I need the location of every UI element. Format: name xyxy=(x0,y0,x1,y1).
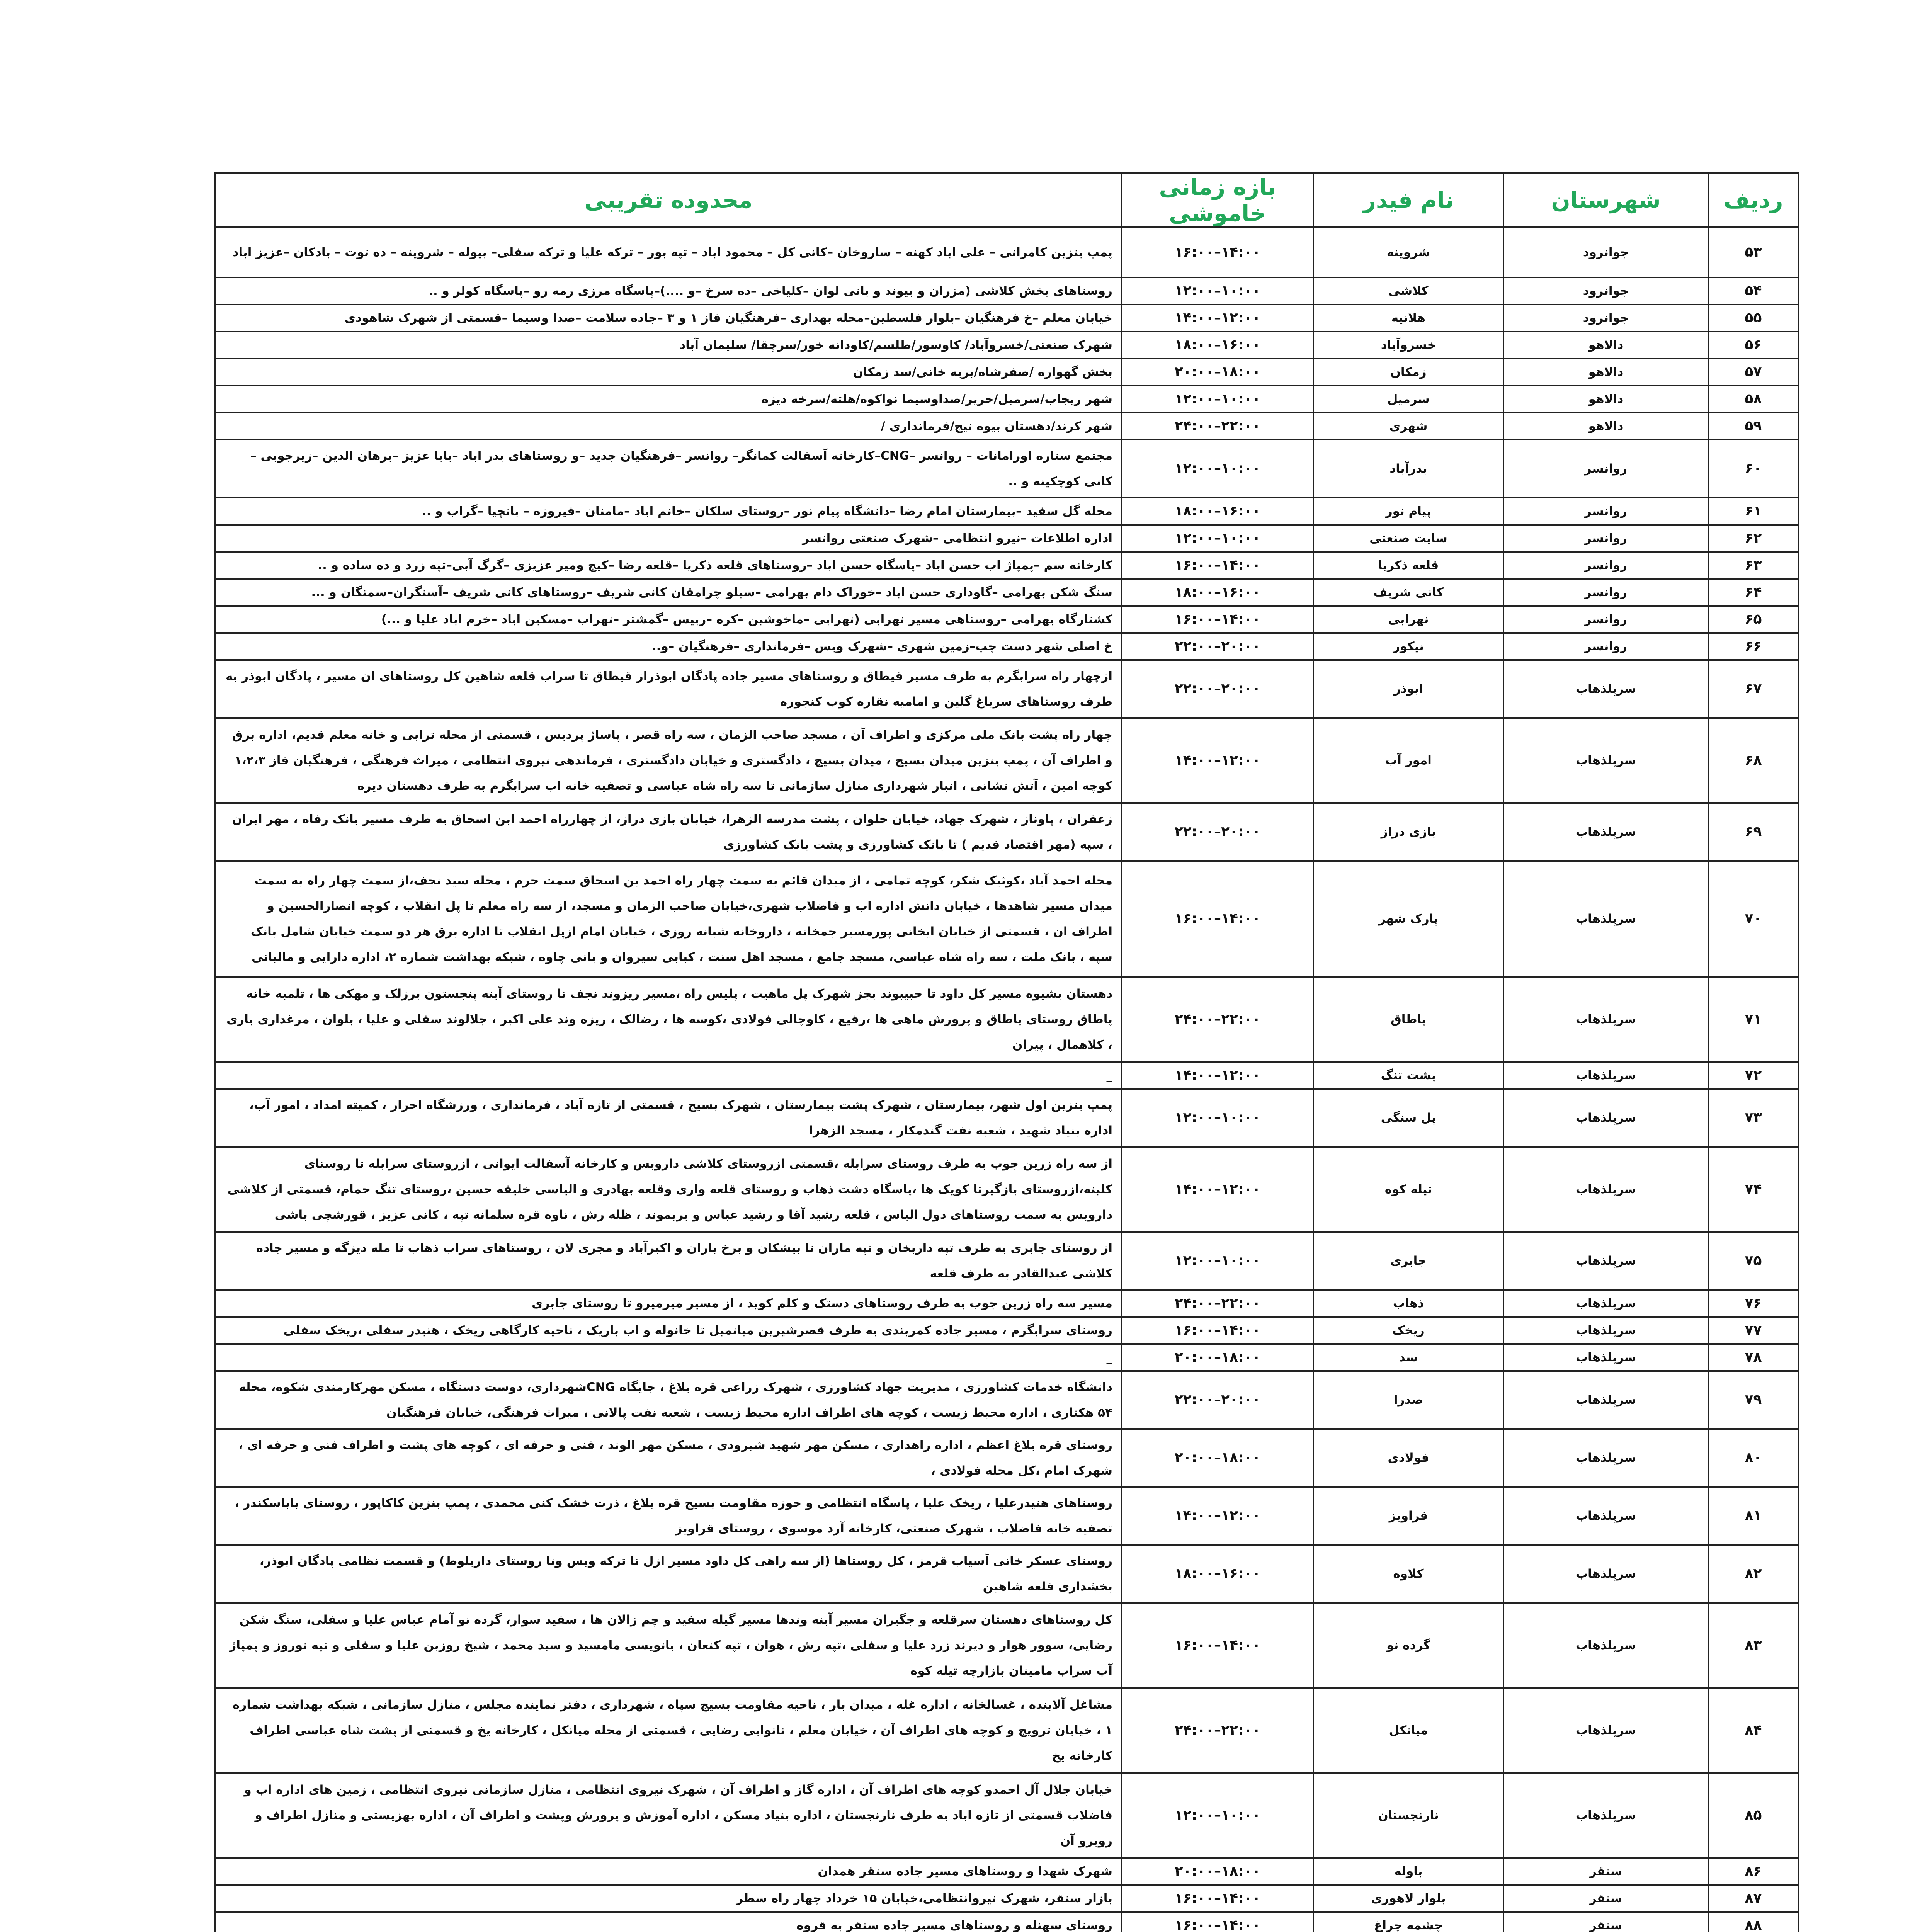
cell-row-number: ۷۸ xyxy=(1708,1344,1798,1371)
cell-row-number: ۷۴ xyxy=(1708,1147,1798,1232)
cell-row-number: ۶۵ xyxy=(1708,606,1798,633)
header-county: شهرستان xyxy=(1503,173,1708,227)
cell-row-number: ۵۸ xyxy=(1708,386,1798,413)
cell-feeder-name: سرمیل xyxy=(1313,386,1503,413)
cell-outage-time: ۱۶:۰۰–۱۸:۰۰ xyxy=(1122,498,1313,525)
cell-approximate-area: مجتمع ستاره اورامانات – روانسر –CNG–کارخانه آسفالت کمانگر– روانسر –فرهنگیان جدید –و روستاهای بدر اباد –بابا عزیز –برهان الدین –زیرجوبی –کانی کوچکینه و .. xyxy=(215,440,1122,498)
table-row xyxy=(215,1290,1798,1317)
table-row xyxy=(215,413,1798,440)
cell-outage-time: ۲۲:۰۰–۲۴:۰۰ xyxy=(1122,413,1313,440)
table-row xyxy=(215,1688,1798,1773)
cell-county: سنقر xyxy=(1503,1912,1708,1932)
cell-approximate-area: کشتارگاه بهرامی –روستاهی مسیر نهرابی (نهرابی –ماخوشین –کره –ربیس –گمشتر –نهراب –مسکین اباد –خرم اباد علیا و ...) xyxy=(215,606,1122,633)
table-row xyxy=(215,660,1798,718)
cell-county: سرپلذهاب xyxy=(1503,1371,1708,1429)
cell-feeder-name: نهرابی xyxy=(1313,606,1503,633)
cell-approximate-area: دهستان بشیوه مسیر کل داود تا حبیبوند بجز شهرک پل ماهیت ، پلیس راه ،مسیر ریزوند نجف تا روستای آبنه پنجستون برزلک و مهکی ها ، تلمبه خانه پاطاق روستای پاطاق و پرورش ماهی ها ،رفیع ، کاوچالی فولادی ،کوسه ها ، رضالک ، ریزه وند علی اکبر ، جلالوند سفلی و علیا ، بلوان ، مرغداری باری ، کلاهمال ، پیران xyxy=(215,977,1122,1062)
cell-feeder-name: فولادی xyxy=(1313,1429,1503,1487)
table-row xyxy=(215,386,1798,413)
cell-approximate-area: روستای سرابگرم ، مسیر جاده کمربندی به طرف قصرشیرین میانمیل تا خانوله و اب باریک ، ناحیه کارگاهی ریخک ، هنیدر سفلی ،ریخک سفلی xyxy=(215,1317,1122,1344)
cell-county: دالاهو xyxy=(1503,359,1708,386)
cell-approximate-area: پمپ بنزین کامرانی – علی اباد کهنه – ساروخان –کانی کل – محمود اباد – تپه بور – ترکه علیا و ترکه سفلی– بیوله – شروینه – ده توت – بادکان –عزیز اباد xyxy=(215,227,1122,277)
cell-outage-time: ۱۰:۰۰–۱۲:۰۰ xyxy=(1122,1232,1313,1290)
table-row xyxy=(215,718,1798,803)
cell-row-number: ۵۶ xyxy=(1708,332,1798,359)
cell-feeder-name: ابوذر xyxy=(1313,660,1503,718)
cell-feeder-name: پارک شهر xyxy=(1313,861,1503,977)
cell-outage-time: ۲۰:۰۰–۲۲:۰۰ xyxy=(1122,660,1313,718)
cell-county: سرپلذهاب xyxy=(1503,1773,1708,1858)
table-row xyxy=(215,498,1798,525)
cell-feeder-name: میانکل xyxy=(1313,1688,1503,1773)
header-row xyxy=(215,173,1798,227)
cell-outage-time: ۱۲:۰۰–۱۴:۰۰ xyxy=(1122,1062,1313,1089)
table-row xyxy=(215,1429,1798,1487)
cell-county: سرپلذهاب xyxy=(1503,1429,1708,1487)
cell-approximate-area: روستای قره بلاغ اعظم ، اداره راهداری ، مسکن مهر شهید شیرودی ، مسکن مهر الوند ، فنی و حرفه ای ، کوچه های پشت و اطراف فنی و حرفه ای ، شهرک امام ،کل محله فولادی ، xyxy=(215,1429,1122,1487)
cell-approximate-area: شهرک صنعتی/خسروآباد/ کاوسور/طلسم/کاودانه خور/سرچقا/ سلیمان آباد xyxy=(215,332,1122,359)
cell-outage-time: ۱۶:۰۰–۱۸:۰۰ xyxy=(1122,579,1313,606)
cell-approximate-area: _ xyxy=(215,1062,1122,1089)
cell-feeder-name: خسروآباد xyxy=(1313,332,1503,359)
table-row xyxy=(215,277,1798,304)
cell-county: سرپلذهاب xyxy=(1503,1062,1708,1089)
cell-row-number: ۷۶ xyxy=(1708,1290,1798,1317)
cell-feeder-name: ذهاب xyxy=(1313,1290,1503,1317)
cell-approximate-area: از سه راه زرین جوب به طرف روستای سرابله ،قسمتی ازروستای کلاشی داروبس و کارخانه آسفالت ایوانی ، ازروستای سرابله تا روستای کلینه،ازروستای بازگیرتا کویک ها ،پاسگاه دشت ذهاب و روستای قلعه واری وقلعه بهادری و الیاسی خلیفه حسین ،روستای تنگ حمام، قسمتی از کلاشی داروبس به سمت روستاهای دول الیاس ، قلعه رشید آقا و رشید عباس و بریموند ، ظله رش ، ناوه قره سلمانه تپه ، کانی عزیز ، قورشچی باشی xyxy=(215,1147,1122,1232)
cell-feeder-name: صدرا xyxy=(1313,1371,1503,1429)
cell-row-number: ۷۲ xyxy=(1708,1062,1798,1089)
cell-county: روانسر xyxy=(1503,552,1708,579)
header-feeder-name: نام فیدر xyxy=(1313,173,1503,227)
cell-row-number: ۷۰ xyxy=(1708,861,1798,977)
cell-outage-time: ۱۲:۰۰–۱۴:۰۰ xyxy=(1122,1147,1313,1232)
header-outage-time: بازه زمانی خاموشی xyxy=(1122,173,1313,227)
cell-county: جوانرود xyxy=(1503,227,1708,277)
cell-feeder-name: بلوار لاهوری xyxy=(1313,1885,1503,1912)
cell-outage-time: ۱۰:۰۰–۱۲:۰۰ xyxy=(1122,386,1313,413)
cell-feeder-name: پل سنگی xyxy=(1313,1089,1503,1147)
cell-outage-time: ۲۲:۰۰–۲۴:۰۰ xyxy=(1122,977,1313,1062)
cell-feeder-name: ریخک xyxy=(1313,1317,1503,1344)
cell-approximate-area: ازچهار راه سرابگرم به طرف مسیر قیطاق و روستاهای مسیر جاده پادگان ابوذراز قیطاق تا سراب قلعه شاهین کل روستاهای ان مسیر ، پادگان ابوذر به طرف روستاهای سرباغ گلین و امامیه نقاره کوب کنجوره xyxy=(215,660,1122,718)
cell-row-number: ۸۵ xyxy=(1708,1773,1798,1858)
cell-row-number: ۶۰ xyxy=(1708,440,1798,498)
cell-row-number: ۷۱ xyxy=(1708,977,1798,1062)
cell-outage-time: ۲۰:۰۰–۲۲:۰۰ xyxy=(1122,633,1313,660)
cell-county: سرپلذهاب xyxy=(1503,861,1708,977)
cell-outage-time: ۱۰:۰۰–۱۲:۰۰ xyxy=(1122,440,1313,498)
cell-county: روانسر xyxy=(1503,525,1708,552)
cell-approximate-area: دانشگاه خدمات کشاورزی ، مدیریت جهاد کشاورزی ، شهرک زراعی قره بلاغ ، جایگاه CNGشهرداری، دوست دستگاه ، مسکن مهرکارمندی شکوه، محله ۵۴ هکتاری ، اداره محیط زیست ، کوچه های اطراف اداره محیط زیست ، شعبه نفت پالانی ، میراث فرهنگی، خیابان فرهنگیان xyxy=(215,1371,1122,1429)
cell-approximate-area: بازار سنقر، شهرک نیروانتظامی،خیابان ۱۵ خرداد چهار راه سطر xyxy=(215,1885,1122,1912)
cell-feeder-name: سد xyxy=(1313,1344,1503,1371)
cell-outage-time: ۲۲:۰۰–۲۴:۰۰ xyxy=(1122,1688,1313,1773)
cell-row-number: ۸۶ xyxy=(1708,1858,1798,1885)
table-row xyxy=(215,227,1798,277)
table-row xyxy=(215,1912,1798,1932)
table-row xyxy=(215,579,1798,606)
cell-row-number: ۸۷ xyxy=(1708,1885,1798,1912)
cell-outage-time: ۱۰:۰۰–۱۲:۰۰ xyxy=(1122,1773,1313,1858)
cell-feeder-name: جابری xyxy=(1313,1232,1503,1290)
cell-outage-time: ۱۰:۰۰–۱۲:۰۰ xyxy=(1122,1089,1313,1147)
cell-approximate-area: سنگ شکن بهرامی –گاوداری حسن اباد –خوراک دام بهرامی –سیلو چرامقان کانی شریف –روستاهای کانی شریف –آسنگران–سمنگان و ... xyxy=(215,579,1122,606)
table-row xyxy=(215,803,1798,861)
cell-approximate-area: زعفران ، پاوناز ، شهرک جهاد، خیابان حلوان ، پشت مدرسه الزهرا، خیابان بازی دراز، از چهارراه احمد ابن اسحاق به طرف مسیر بانک رفاه ، مهر ایران ، سپه (مهر اقتصاد قدیم ) تا بانک کشاورزی و پشت بانک کشاورزی xyxy=(215,803,1122,861)
cell-county: روانسر xyxy=(1503,606,1708,633)
cell-feeder-name: زمکان xyxy=(1313,359,1503,386)
cell-approximate-area: محله گل سفید –بیمارستان امام رضا –دانشگاه پیام نور –روستای سلکان –خانم اباد –مامنان –فیروزه – بانچیا –گراب و .. xyxy=(215,498,1122,525)
cell-row-number: ۷۵ xyxy=(1708,1232,1798,1290)
table-row xyxy=(215,1317,1798,1344)
table-row xyxy=(215,861,1798,977)
table-row xyxy=(215,332,1798,359)
cell-approximate-area: مشاغل آلاینده ، غسالخانه ، اداره غله ، میدان بار ، ناحیه مقاومت بسیج سپاه ، شهرداری ، دفتر نماینده مجلس ، منازل سازمانی ، شبکه بهداشت شماره ۱ ، خیابان ترویج و کوچه های اطراف آن ، خیابان معلم ، نانوایی رضایی ، قسمتی از محله میانکل ، کارخانه یخ و قسمتی از پشت شاه عباسی اطراف کارخانه یخ xyxy=(215,1688,1122,1773)
cell-row-number: ۶۴ xyxy=(1708,579,1798,606)
cell-row-number: ۶۸ xyxy=(1708,718,1798,803)
cell-feeder-name: پیام نور xyxy=(1313,498,1503,525)
cell-county: سرپلذهاب xyxy=(1503,803,1708,861)
cell-outage-time: ۱۲:۰۰–۱۴:۰۰ xyxy=(1122,1487,1313,1545)
cell-outage-time: ۱۰:۰۰–۱۲:۰۰ xyxy=(1122,525,1313,552)
cell-approximate-area: چهار راه پشت بانک ملی مرکزی و اطراف آن ، مسجد صاحب الزمان ، سه راه قصر ، پاساژ پردیس ، قسمتی از محله ترابی و خانه معلم قدیم، اداره برق و اطراف آن ، پمپ بنزین میدان بسیج ، میدان بسیج ، دادگستری و خیابان دادگستری ، فرماندهی نیروی انتظامی ، میراث فرهنگی ، فرهنگیان فاز ۱،۲،۳ کوچه امین ، آتش نشانی ، انبار شهرداری منازل سازمانی تا سه راه شاه عباسی و تصفیه خانه اب سرابگرم به طرف دهستان دیره xyxy=(215,718,1122,803)
cell-feeder-name: قلعه ذکریا xyxy=(1313,552,1503,579)
cell-row-number: ۸۱ xyxy=(1708,1487,1798,1545)
cell-county: دالاهو xyxy=(1503,413,1708,440)
cell-outage-time: ۱۴:۰۰–۱۶:۰۰ xyxy=(1122,1317,1313,1344)
cell-row-number: ۵۷ xyxy=(1708,359,1798,386)
cell-county: جوانرود xyxy=(1503,277,1708,304)
cell-county: دالاهو xyxy=(1503,332,1708,359)
cell-feeder-name: چشمه چراغ xyxy=(1313,1912,1503,1932)
table-row xyxy=(215,440,1798,498)
cell-approximate-area: _ xyxy=(215,1344,1122,1371)
cell-outage-time: ۱۶:۰۰–۱۸:۰۰ xyxy=(1122,332,1313,359)
cell-approximate-area: کل روستاهای دهستان سرقلعه و جگیران مسیر آبنه وندها مسیر گیله سفید و چم زالان ها ، سفید سوار، گرده نو آمام عباس علیا و سفلی، سنگ شکن رضایی، سوور هوار و دیرند زرد علیا و سفلی ،تپه رش ، هوان ، تپه کنعان ، بانویسی مامسید و سید محمد ، شیخ روزبن علیا و سفلی و تپه نوروز و پمپاژ آب سراب مامینان بازارچه تیله کوه xyxy=(215,1603,1122,1688)
cell-outage-time: ۱۴:۰۰–۱۶:۰۰ xyxy=(1122,227,1313,277)
cell-row-number: ۸۳ xyxy=(1708,1603,1798,1688)
cell-approximate-area: مسیر سه راه زرین جوب به طرف روستاهای دستک و کلم کوید ، از مسیر میرمیرو تا روستای جابری xyxy=(215,1290,1122,1317)
table-row xyxy=(215,1603,1798,1688)
cell-approximate-area: بخش گهواره /صفرشاه/بریه خانی/سد زمکان xyxy=(215,359,1122,386)
cell-approximate-area: روستاهای هنیدرعلیا ، ریخک علیا ، پاسگاه انتظامی و حوزه مقاومت بسیج قره بلاغ ، ذرت خشک کنی محمدی ، پمپ بنزین کاکاپور ، روستای باباسکندر ، تصفیه خانه فاضلاب ، شهرک صنعتی، کارخانه آرد موسوی ، روستای قراویز xyxy=(215,1487,1122,1545)
table-row xyxy=(215,1371,1798,1429)
cell-county: دالاهو xyxy=(1503,386,1708,413)
cell-approximate-area: کارخانه سم –پمپاژ اب حسن اباد –پاسگاه حسن اباد –روستاهای قلعه ذکریا –قلعه رضا –کیج ومیر عزیزی –گرگ آبی–تپه زرد و ده ساده و .. xyxy=(215,552,1122,579)
cell-approximate-area: شهر کرند/دهستان بیوه نیج/فرمانداری / xyxy=(215,413,1122,440)
cell-outage-time: ۱۸:۰۰–۲۰:۰۰ xyxy=(1122,1858,1313,1885)
cell-approximate-area: پمپ بنزین اول شهر، بیمارستان ، شهرک پشت بیمارستان ، شهرک بسیج ، قسمتی از تازه آباد ، فرمانداری ، ورزشگاه احرار ، کمیته امداد ، امور آب، اداره بنیاد شهید ، شعبه نفت گندمکار ، مسجد الزهرا xyxy=(215,1089,1122,1147)
cell-row-number: ۶۳ xyxy=(1708,552,1798,579)
table-row xyxy=(215,1062,1798,1089)
cell-outage-time: ۱۴:۰۰–۱۶:۰۰ xyxy=(1122,606,1313,633)
table-row xyxy=(215,304,1798,332)
cell-approximate-area: روستاهای بخش کلاشی (مزران و بیوند و بانی لوان –کلیاخی –ده سرخ –و ....)–پاسگاه مرزی رمه رو –پاسگاه کولر و .. xyxy=(215,277,1122,304)
cell-approximate-area: شهر ریجاب/سرمیل/حریر/صداوسیما نواکوه/هلته/سرخه دیزه xyxy=(215,386,1122,413)
header-row-number: ردیف xyxy=(1708,173,1798,227)
cell-outage-time: ۱۴:۰۰–۱۶:۰۰ xyxy=(1122,1603,1313,1688)
cell-row-number: ۶۶ xyxy=(1708,633,1798,660)
cell-outage-time: ۱۸:۰۰–۲۰:۰۰ xyxy=(1122,1344,1313,1371)
cell-feeder-name: بازی دراز xyxy=(1313,803,1503,861)
table-row xyxy=(215,1885,1798,1912)
cell-row-number: ۵۹ xyxy=(1708,413,1798,440)
cell-feeder-name: گرده نو xyxy=(1313,1603,1503,1688)
cell-approximate-area: از روستای جابری به طرف تپه داربخان و تپه ماران تا بیشکان و برخ باران و اکبرآباد و مجری لان ، روستاهای سراب ذهاب تا مله دیزگه و مسیر جاده کلاشی عبدالقادر به طرف قلعه xyxy=(215,1232,1122,1290)
cell-county: روانسر xyxy=(1503,440,1708,498)
cell-county: جوانرود xyxy=(1503,304,1708,332)
cell-outage-time: ۱۴:۰۰–۱۶:۰۰ xyxy=(1122,552,1313,579)
table-row xyxy=(215,1089,1798,1147)
cell-feeder-name: امور آب xyxy=(1313,718,1503,803)
cell-county: سرپلذهاب xyxy=(1503,1344,1708,1371)
cell-row-number: ۸۰ xyxy=(1708,1429,1798,1487)
cell-county: سنقر xyxy=(1503,1858,1708,1885)
cell-county: سرپلذهاب xyxy=(1503,718,1708,803)
cell-county: روانسر xyxy=(1503,633,1708,660)
cell-row-number: ۸۲ xyxy=(1708,1545,1798,1603)
cell-county: سرپلذهاب xyxy=(1503,1290,1708,1317)
cell-feeder-name: شهری xyxy=(1313,413,1503,440)
cell-outage-time: ۱۸:۰۰–۲۰:۰۰ xyxy=(1122,359,1313,386)
cell-row-number: ۵۵ xyxy=(1708,304,1798,332)
cell-county: روانسر xyxy=(1503,498,1708,525)
cell-feeder-name: کانی شریف xyxy=(1313,579,1503,606)
cell-county: سرپلذهاب xyxy=(1503,1487,1708,1545)
cell-outage-time: ۱۴:۰۰–۱۶:۰۰ xyxy=(1122,1912,1313,1932)
table-row xyxy=(215,977,1798,1062)
cell-feeder-name: کلاشی xyxy=(1313,277,1503,304)
cell-county: سرپلذهاب xyxy=(1503,1317,1708,1344)
cell-feeder-name: هلانیه xyxy=(1313,304,1503,332)
table-row xyxy=(215,1147,1798,1232)
cell-row-number: ۶۷ xyxy=(1708,660,1798,718)
cell-outage-time: ۱۸:۰۰–۲۰:۰۰ xyxy=(1122,1429,1313,1487)
cell-county: سرپلذهاب xyxy=(1503,1603,1708,1688)
cell-row-number: ۶۲ xyxy=(1708,525,1798,552)
cell-county: سرپلذهاب xyxy=(1503,1089,1708,1147)
cell-approximate-area: شهرک شهدا و روستاهای مسیر جاده سنقر همدان xyxy=(215,1858,1122,1885)
header-approximate-area: محدوده تقریبی xyxy=(215,173,1122,227)
table-row xyxy=(215,1344,1798,1371)
cell-feeder-name: باوله xyxy=(1313,1858,1503,1885)
cell-county: روانسر xyxy=(1503,579,1708,606)
cell-row-number: ۶۱ xyxy=(1708,498,1798,525)
cell-county: سرپلذهاب xyxy=(1503,1688,1708,1773)
cell-outage-time: ۱۴:۰۰–۱۶:۰۰ xyxy=(1122,1885,1313,1912)
cell-outage-time: ۲۲:۰۰–۲۴:۰۰ xyxy=(1122,1290,1313,1317)
cell-row-number: ۸۸ xyxy=(1708,1912,1798,1932)
cell-feeder-name: نارنجستان xyxy=(1313,1773,1503,1858)
table-header xyxy=(215,173,1798,227)
cell-row-number: ۷۷ xyxy=(1708,1317,1798,1344)
cell-feeder-name: سایت صنعتی xyxy=(1313,525,1503,552)
cell-approximate-area: خیابان معلم –خ فرهنگیان –بلوار فلسطین–محله بهداری –فرهنگیان فاز ۱ و ۳ –جاده سلامت –صدا وسیما –قسمتی از شهرک شاهودی xyxy=(215,304,1122,332)
cell-approximate-area: روستای سهنله و روستاهای مسیر جاده سنقر به قروه xyxy=(215,1912,1122,1932)
cell-approximate-area: محله احمد آباد ،کوثیک شکر، کوچه تمامی ، از میدان قائم به سمت چهار راه احمد بن اسحاق سمت حرم ، محله سید نجف،از سمت چهار راه به سمت میدان مسیر شاهدها ، خیابان دانش اداره اب و فاضلاب شهری،خیابان صاحب الزمان و مسجد، از سه راه معلم تا پل انقلاب ، کوچه انصارالحسین و اطراف ان ، قسمتی از خیابان ایخانی پورمسیر جمخانه ، داروخانه شبانه روزی ، خیابان امام ازپل انقلاب تا اداره برق هر دو سمت خیابان شامل بانک سپه ، بانک ملت ، سه راه شاه عباسی، مسجد جامع ، مسجد اهل سنت ، کبابی سیروان و بانی چاوه ، شبکه بهداشت شماره ۲، اداره دارایی و مالیاتی xyxy=(215,861,1122,977)
table-row xyxy=(215,1858,1798,1885)
table-row xyxy=(215,525,1798,552)
table-row xyxy=(215,1232,1798,1290)
cell-county: سرپلذهاب xyxy=(1503,1232,1708,1290)
cell-outage-time: ۱۶:۰۰–۱۸:۰۰ xyxy=(1122,1545,1313,1603)
cell-row-number: ۷۹ xyxy=(1708,1371,1798,1429)
cell-feeder-name: نیکور xyxy=(1313,633,1503,660)
cell-county: سرپلذهاب xyxy=(1503,1147,1708,1232)
table-row xyxy=(215,1487,1798,1545)
cell-feeder-name: کلاوه xyxy=(1313,1545,1503,1603)
cell-row-number: ۷۳ xyxy=(1708,1089,1798,1147)
cell-outage-time: ۱۲:۰۰–۱۴:۰۰ xyxy=(1122,718,1313,803)
cell-outage-time: ۲۰:۰۰–۲۲:۰۰ xyxy=(1122,803,1313,861)
cell-county: سرپلذهاب xyxy=(1503,1545,1708,1603)
cell-feeder-name: شروینه xyxy=(1313,227,1503,277)
cell-approximate-area: خ اصلی شهر دست چپ–زمین شهری –شهرک ویس –فرمانداری –فرهنگیان –و.. xyxy=(215,633,1122,660)
cell-county: سنقر xyxy=(1503,1885,1708,1912)
table-row xyxy=(215,633,1798,660)
table-row xyxy=(215,1545,1798,1603)
outage-schedule-table xyxy=(214,172,1799,1932)
cell-county: سرپلذهاب xyxy=(1503,660,1708,718)
cell-approximate-area: خیابان جلال آل احمدو کوچه های اطراف آن ، اداره گاز و اطراف آن ، شهرک نیروی انتظامی ، منازل سازمانی نیروی انتظامی ، زمین های اداره اب و فاضلاب قسمتی از تازه اباد به طرف نارنجستان ، اداره بنیاد مسکن ، اداره آموزش و پرورش وپشت و اطراف آن ، اداره بهزیستی و منازل اطراف و روبرو آن xyxy=(215,1773,1122,1858)
cell-county: سرپلذهاب xyxy=(1503,977,1708,1062)
cell-feeder-name: قراویز xyxy=(1313,1487,1503,1545)
table-row xyxy=(215,606,1798,633)
table-row xyxy=(215,1773,1798,1858)
cell-row-number: ۵۴ xyxy=(1708,277,1798,304)
cell-approximate-area: اداره اطلاعات –نیرو انتظامی –شهرک صنعتی روانسر xyxy=(215,525,1122,552)
cell-approximate-area: روستای عسکر خانی آسیاب قرمز ، کل روستاها (از سه راهی کل داود مسیر ازل تا ترکه ویس ونا روستای داربلوط) و قسمت نظامی پادگان ابوذر، بخشداری قلعه شاهین xyxy=(215,1545,1122,1603)
cell-row-number: ۶۹ xyxy=(1708,803,1798,861)
cell-feeder-name: بدرآباد xyxy=(1313,440,1503,498)
cell-outage-time: ۱۴:۰۰–۱۶:۰۰ xyxy=(1122,861,1313,977)
cell-row-number: ۸۴ xyxy=(1708,1688,1798,1773)
cell-outage-time: ۲۰:۰۰–۲۲:۰۰ xyxy=(1122,1371,1313,1429)
cell-row-number: ۵۳ xyxy=(1708,227,1798,277)
table-body xyxy=(215,227,1798,1932)
cell-outage-time: ۱۰:۰۰–۱۲:۰۰ xyxy=(1122,277,1313,304)
cell-feeder-name: پشت تنگ xyxy=(1313,1062,1503,1089)
table-row xyxy=(215,359,1798,386)
cell-feeder-name: تیله کوه xyxy=(1313,1147,1503,1232)
table-row xyxy=(215,552,1798,579)
cell-outage-time: ۱۲:۰۰–۱۴:۰۰ xyxy=(1122,304,1313,332)
cell-feeder-name: پاطاق xyxy=(1313,977,1503,1062)
